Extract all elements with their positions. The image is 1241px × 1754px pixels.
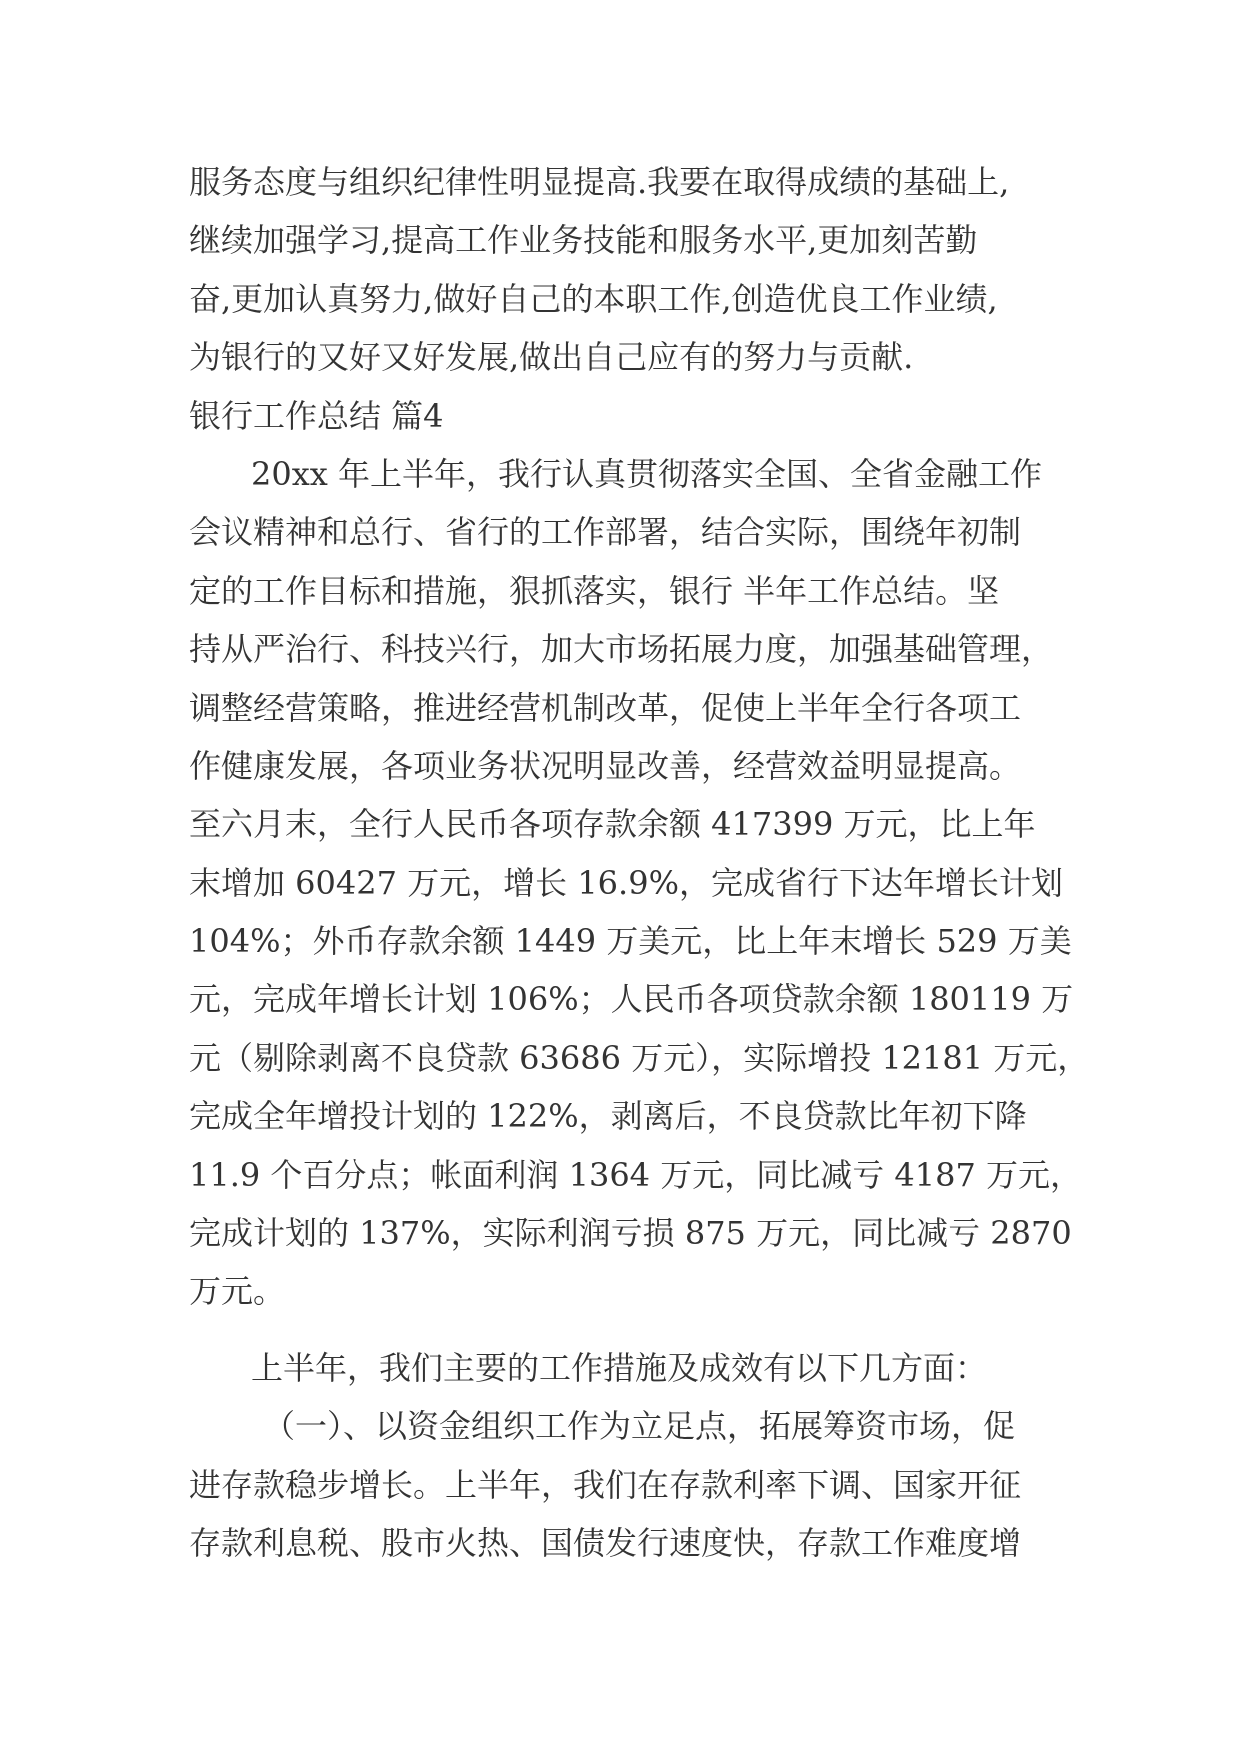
- text-line: 至六月末，全行人民币各项存款余额 417399 万元，比上年: [189, 805, 1036, 844]
- text-line: 20xx 年上半年，我行认真贯彻落实全国、全省金融工作: [251, 454, 1042, 493]
- text-line: 作健康发展，各项业务状况明显改善，经营效益明显提高。: [189, 746, 1022, 785]
- summary-paragraph: [189, 445, 1090, 1321]
- text-line: 末增加 60427 万元，增长 16.9%，完成省行下达年增长计划: [189, 863, 1063, 902]
- intro-paragraph: [189, 1339, 1069, 1397]
- text-line: 会议精神和总行、省行的工作部署，结合实际，围绕年初制: [189, 513, 1022, 552]
- text-line: 11.9 个百分点；帐面利润 1364 万元，同比减亏 4187 万元，: [189, 1155, 1082, 1194]
- section-heading-text: 银行工作总结 篇4: [189, 396, 444, 435]
- text-line: 持从严治行、科技兴行，加大市场拓展力度，加强基础管理，: [189, 630, 1054, 669]
- text-line: 服务态度与组织纪律性明显提高.我要在取得成绩的基础上,: [189, 163, 1010, 201]
- text-line: （一）、以资金组织工作为立足点，拓展筹资市场，促: [263, 1407, 1016, 1446]
- text-line: 万元。: [189, 1272, 286, 1311]
- section-heading: [189, 387, 1069, 445]
- text-line: 继续加强学习,提高工作业务技能和服务水平,更加刻苦勤: [189, 221, 978, 260]
- item-one-paragraph: [189, 1397, 1069, 1572]
- text-line: 104%；外币存款余额 1449 万美元，比上年末增长 529 万美: [189, 922, 1072, 961]
- text-line: 元（剔除剥离不良贷款 63686 万元），实际增投 12181 万元，: [189, 1038, 1090, 1077]
- paragraph-spacer: [189, 1321, 1069, 1339]
- text-line: 存款利息税、股市火热、国债发行速度快，存款工作难度增: [189, 1523, 1022, 1562]
- text-line: 奋,更加认真努力,做好自己的本职工作,创造优良工作业绩,: [189, 279, 998, 318]
- text-line: 调整经营策略，推进经营机制改革，促使上半年全行各项工: [189, 688, 1022, 727]
- text-line: 上半年，我们主要的工作措施及成效有以下几方面：: [251, 1348, 988, 1387]
- text-line: 为银行的又好又好发展,做出自己应有的努力与贡献.: [189, 338, 914, 377]
- text-line: 完成计划的 137%，实际利润亏损 875 万元，同比减亏 2870: [189, 1214, 1072, 1253]
- text-line: 进存款稳步增长。上半年，我们在存款利率下调、国家开征: [189, 1465, 1022, 1504]
- text-line: 元，完成年增长计划 106%；人民币各项贷款余额 180119 万: [189, 980, 1074, 1019]
- document-body: [189, 153, 1090, 1572]
- closing-paragraph: [189, 153, 1069, 387]
- text-line: 定的工作目标和措施，狠抓落实，银行 半年工作总结。坚: [189, 571, 1000, 610]
- text-line: 完成全年增投计划的 122%，剥离后，不良贷款比年初下降: [189, 1097, 1027, 1136]
